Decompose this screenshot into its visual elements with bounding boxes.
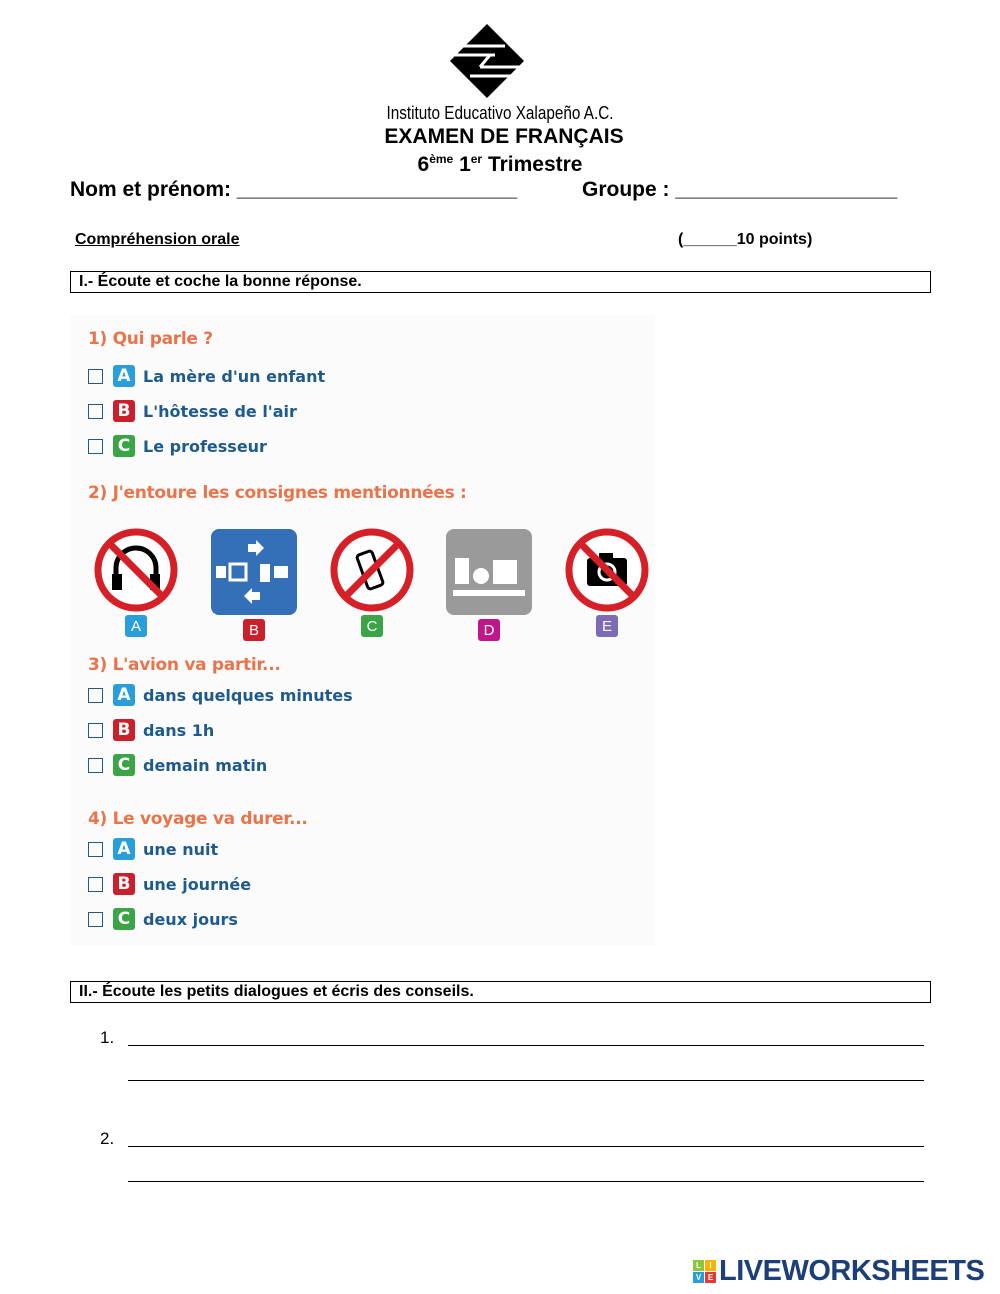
exam-subtitle: 6ème 1er Trimestre — [417, 152, 583, 176]
live-blocks-icon: L I V E — [693, 1260, 716, 1283]
points-field[interactable]: (______10 points) — [678, 231, 813, 248]
q2-title: 2) J'entoure les consignes mentionnées : — [88, 483, 467, 503]
sign-b[interactable] — [209, 528, 299, 641]
letter-badge: C — [361, 615, 383, 637]
letter-badge: B — [243, 619, 265, 641]
letter-badge: C — [113, 435, 135, 457]
section-title: Compréhension orale — [75, 231, 240, 248]
letter-badge: A — [113, 838, 135, 860]
letter-badge: B — [113, 873, 135, 895]
group-field[interactable]: Groupe : ___________________ — [582, 178, 898, 201]
q3-option-b[interactable] — [88, 719, 214, 741]
q3-title: 3) L'avion va partir... — [88, 655, 281, 675]
answer-line-1b[interactable] — [128, 1080, 924, 1081]
answer-line-1a[interactable] — [128, 1045, 924, 1046]
q1-title: 1) Qui parle ? — [88, 329, 213, 349]
sign-a[interactable] — [91, 528, 181, 637]
option-text: deux jours — [143, 909, 238, 929]
option-text: Le professeur — [143, 436, 267, 456]
checkbox[interactable] — [88, 723, 103, 738]
sign-d[interactable] — [444, 528, 534, 641]
part1-title: I.- Écoute et coche la bonne réponse. — [70, 271, 931, 293]
option-text: dans quelques minutes — [143, 685, 353, 705]
q1-option-b[interactable] — [88, 400, 297, 422]
q3-option-c[interactable] — [88, 754, 267, 776]
checkbox[interactable] — [88, 842, 103, 857]
no-camera-icon — [565, 528, 649, 612]
seatbelt-icon — [210, 528, 298, 616]
letter-badge: E — [596, 615, 618, 637]
letter-badge: A — [113, 365, 135, 387]
option-text: une journée — [143, 874, 252, 894]
checkbox[interactable] — [88, 404, 103, 419]
checkbox[interactable] — [88, 369, 103, 384]
institution-name: Instituto Educativo Xalapeño A.C. — [386, 103, 614, 123]
q1-option-c[interactable] — [88, 435, 267, 457]
item-number: 2. — [100, 1129, 115, 1148]
letter-badge: C — [113, 754, 135, 776]
q4-option-a[interactable] — [88, 838, 218, 860]
letter-badge: B — [113, 400, 135, 422]
letter-badge: B — [113, 719, 135, 741]
letter-badge: A — [125, 615, 147, 637]
part2-title: II.- Écoute les petits dialogues et écris des conseils. — [70, 981, 931, 1003]
sign-c[interactable] — [327, 528, 417, 637]
q4-option-c[interactable] — [88, 908, 238, 930]
brand-name: LIVEWORKSHEETS — [719, 1255, 985, 1287]
name-field[interactable]: Nom et prénom: ________________________ — [70, 178, 518, 201]
answer-line-2a[interactable] — [128, 1146, 924, 1147]
letter-badge: A — [113, 684, 135, 706]
checkbox[interactable] — [88, 688, 103, 703]
luggage-icon — [445, 528, 533, 616]
option-text: dans 1h — [143, 720, 215, 740]
letter-badge: C — [113, 908, 135, 930]
q1-option-a[interactable] — [88, 365, 325, 387]
no-headphones-icon — [94, 528, 178, 612]
answer-line-2b[interactable] — [128, 1181, 924, 1182]
checkbox[interactable] — [88, 877, 103, 892]
q4-option-b[interactable] — [88, 873, 251, 895]
option-text: La mère d'un enfant — [143, 366, 326, 386]
checkbox[interactable] — [88, 758, 103, 773]
q3-option-a[interactable] — [88, 684, 353, 706]
liveworksheets-logo — [693, 1255, 984, 1288]
option-text: une nuit — [143, 839, 219, 859]
checkbox[interactable] — [88, 439, 103, 454]
school-logo — [450, 24, 524, 98]
item-number: 1. — [100, 1028, 115, 1047]
exam-title: EXAMEN DE FRANÇAIS — [384, 125, 624, 148]
sign-e[interactable] — [562, 528, 652, 637]
option-text: demain matin — [143, 755, 268, 775]
q4-title: 4) Le voyage va durer... — [88, 809, 308, 829]
quiz-image — [70, 315, 655, 945]
no-phone-icon — [330, 528, 414, 612]
letter-badge: D — [478, 619, 500, 641]
checkbox[interactable] — [88, 912, 103, 927]
option-text: L'hôtesse de l'air — [143, 401, 297, 421]
